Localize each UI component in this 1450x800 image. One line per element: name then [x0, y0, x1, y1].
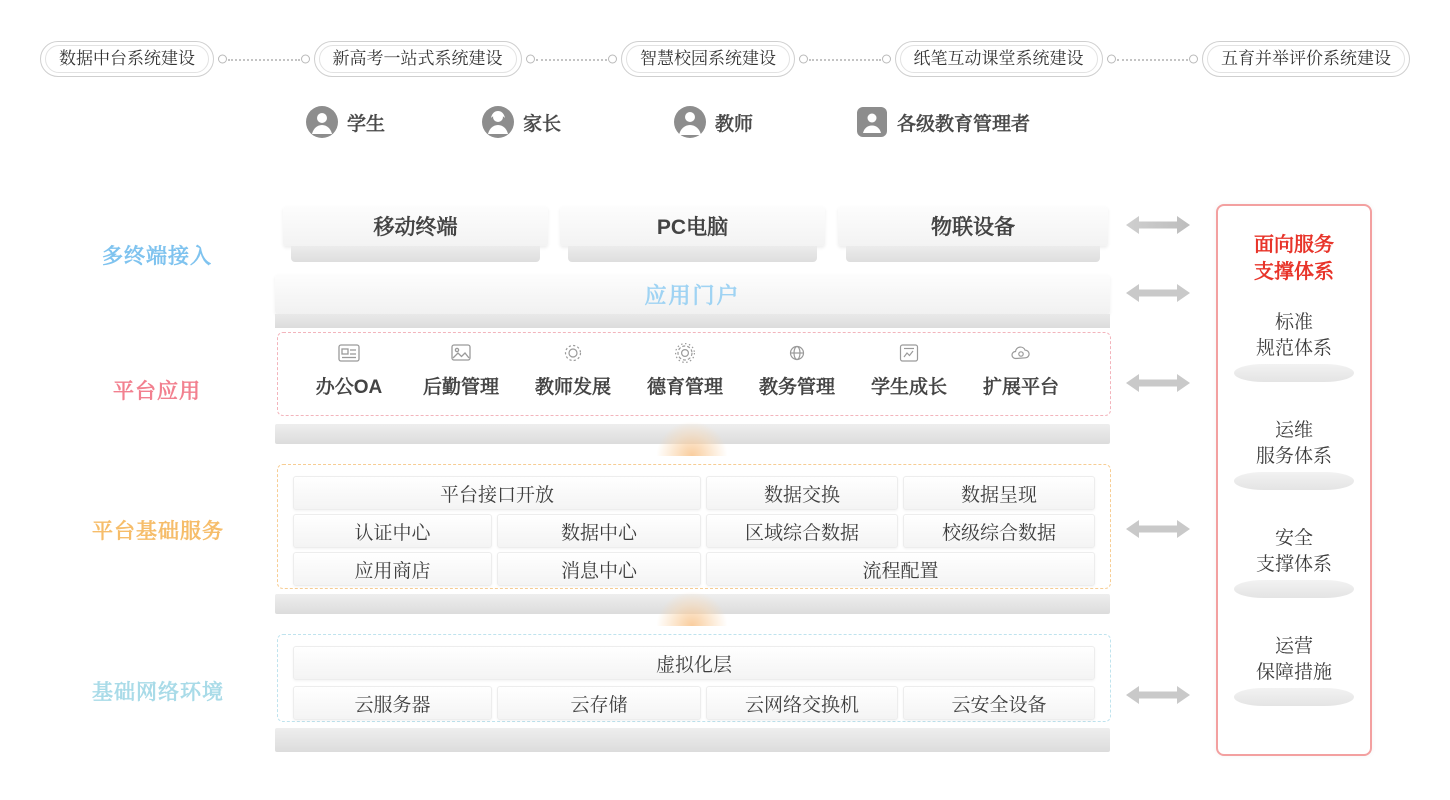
project-pill-4[interactable] [895, 41, 1103, 77]
service-school-data-label: 校级综合数据 [941, 522, 1056, 544]
app-oa[interactable] [303, 338, 395, 399]
logistics-image-icon [415, 338, 507, 368]
network-cloud-security-label: 云安全设备 [951, 694, 1047, 716]
role-teacher-label: 教师 [715, 113, 754, 135]
terminal-iot-base [846, 246, 1100, 262]
connector-dot-left [526, 55, 535, 64]
project-pill-3[interactable] [621, 41, 795, 77]
app-student-growth[interactable] [863, 338, 955, 399]
connector-dot-right [301, 55, 310, 64]
arrow-network [1126, 684, 1190, 706]
terminal-mobile-base [291, 246, 540, 262]
layer-label-network: 基础网络环境 [92, 681, 224, 704]
connector-dot-right [608, 55, 617, 64]
service-message-center-label: 消息中心 [560, 560, 637, 582]
app-academic-affairs-label: 教务管理 [758, 377, 835, 398]
service-support-title-line2: 支撑体系 [1254, 261, 1334, 283]
application-portal-base [275, 314, 1110, 328]
app-student-growth-label: 学生成长 [870, 377, 947, 398]
project-pill-2[interactable] [314, 41, 522, 77]
role-administrator-label: 各级教育管理者 [897, 113, 1031, 135]
service-open-interface-label: 平台接口开放 [439, 484, 554, 506]
role-parent[interactable] [481, 100, 561, 144]
connector-dot-left [799, 55, 808, 64]
service-support-panel-title [1218, 232, 1370, 286]
connector-dash [809, 59, 881, 61]
support-item-security-line2: 支撑体系 [1255, 553, 1332, 575]
service-auth-center-label: 认证中心 [354, 522, 431, 544]
connector-dot-right [1189, 55, 1198, 64]
network-cloud-server[interactable] [293, 686, 492, 720]
project-pill-5[interactable] [1202, 41, 1410, 77]
app-oa-label: 办公OA [315, 377, 383, 398]
service-regional-data-label: 区域综合数据 [744, 522, 859, 544]
top-project-pill-row [40, 38, 1410, 80]
service-support-panel[interactable] [1216, 204, 1372, 756]
connector-dash [228, 59, 300, 61]
service-support-title-line1: 面向服务 [1254, 234, 1334, 256]
service-data-exchange-label: 数据交换 [763, 484, 840, 506]
service-data-center-label: 数据中心 [560, 522, 637, 544]
arrow-basic [1126, 518, 1190, 540]
service-auth-center[interactable] [293, 514, 492, 548]
terminal-mobile-label: 移动终端 [373, 216, 458, 239]
role-administrator[interactable] [855, 100, 1030, 144]
service-app-store[interactable] [293, 552, 492, 586]
terminal-mobile[interactable] [283, 206, 548, 246]
app-teacher-development[interactable] [527, 338, 619, 399]
connector-dot-left [1107, 55, 1116, 64]
service-process-config-label: 流程配置 [862, 560, 939, 582]
parent-avatar-icon [481, 105, 515, 139]
service-school-data[interactable] [903, 514, 1095, 548]
project-pill-1[interactable] [40, 41, 214, 77]
support-item-operation-guarantee[interactable] [1232, 634, 1356, 685]
arrow-apps [1126, 372, 1190, 394]
support-item-standard-line1: 标准 [1274, 312, 1313, 333]
service-data-presentation-label: 数据呈现 [960, 484, 1037, 506]
layer-label-apps: 平台应用 [113, 380, 201, 403]
application-portal-bar[interactable] [275, 274, 1110, 314]
student-growth-icon [863, 338, 955, 368]
support-item-operation-guarantee-line1: 运营 [1274, 636, 1313, 657]
project-pill-4-label: 纸笔互动课堂系统建设 [913, 49, 1084, 68]
service-open-interface[interactable] [293, 476, 701, 510]
support-item-operations[interactable] [1232, 418, 1356, 469]
terminal-pc[interactable] [560, 206, 825, 246]
app-extension-platform[interactable] [975, 338, 1067, 399]
support-item-operations-plate [1234, 472, 1354, 490]
app-academic-affairs[interactable] [751, 338, 843, 399]
support-item-security-line1: 安全 [1274, 528, 1313, 549]
network-cloud-storage-label: 云存储 [570, 694, 628, 716]
pill-connector-1 [218, 53, 310, 65]
support-item-operations-line1: 运维 [1274, 420, 1313, 441]
pill-connector-3 [799, 53, 891, 65]
terminal-iot-label: 物联设备 [931, 216, 1015, 239]
network-layer-base [275, 728, 1110, 752]
role-parent-label: 家长 [523, 113, 562, 135]
connector-dash [1117, 59, 1189, 61]
app-logistics[interactable] [415, 338, 507, 399]
gear-teacher-icon [527, 338, 619, 368]
support-item-security[interactable] [1232, 526, 1356, 577]
support-item-standard[interactable] [1232, 310, 1356, 361]
service-message-center[interactable] [497, 552, 701, 586]
arrow-portal [1126, 282, 1190, 304]
service-data-exchange[interactable] [706, 476, 898, 510]
support-item-operations-line2: 服务体系 [1255, 445, 1332, 467]
terminal-pc-base [568, 246, 817, 262]
basic-to-network-glow [657, 592, 727, 626]
terminal-iot[interactable] [838, 206, 1108, 246]
gear-moral-icon [639, 338, 731, 368]
network-cloud-storage[interactable] [497, 686, 701, 720]
terminal-pc-label: PC电脑 [656, 216, 729, 239]
service-data-center[interactable] [497, 514, 701, 548]
app-moral-education[interactable] [639, 338, 731, 399]
role-teacher[interactable] [673, 100, 753, 144]
layer-label-basic-service: 平台基础服务 [92, 520, 224, 543]
project-pill-1-label: 数据中台系统建设 [59, 49, 195, 68]
pill-connector-4 [1107, 53, 1199, 65]
support-item-operation-guarantee-line2: 保障措施 [1255, 661, 1332, 683]
connector-dot-left [218, 55, 227, 64]
app-teacher-development-label: 教师发展 [534, 377, 611, 398]
project-pill-5-label: 五育并举评价系统建设 [1221, 49, 1391, 68]
layer-label-terminal: 多终端接入 [102, 245, 212, 268]
cloud-extend-icon [975, 338, 1067, 368]
app-extension-platform-label: 扩展平台 [982, 377, 1059, 398]
support-item-standard-line2: 规范体系 [1255, 337, 1332, 359]
app-moral-education-label: 德育管理 [646, 377, 723, 398]
network-virtualization[interactable] [293, 646, 1095, 680]
support-item-security-plate [1234, 580, 1354, 598]
role-row [285, 96, 1105, 166]
network-cloud-switch-label: 云网络交换机 [744, 694, 859, 716]
network-cloud-security[interactable] [903, 686, 1095, 720]
app-logistics-label: 后勤管理 [422, 377, 499, 398]
project-pill-3-label: 智慧校园系统建设 [640, 49, 776, 68]
support-item-standard-plate [1234, 364, 1354, 382]
connector-dot-right [882, 55, 891, 64]
support-item-operation-guarantee-plate [1234, 688, 1354, 706]
role-student[interactable] [305, 100, 385, 144]
network-cloud-switch[interactable] [706, 686, 898, 720]
service-data-presentation[interactable] [903, 476, 1095, 510]
administrator-avatar-icon [855, 105, 889, 139]
network-cloud-server-label: 云服务器 [354, 694, 431, 716]
apps-to-basic-glow [657, 422, 727, 456]
arrow-terminal [1126, 214, 1190, 236]
service-process-config[interactable] [706, 552, 1095, 586]
connector-dash [536, 59, 608, 61]
globe-academic-icon [751, 338, 843, 368]
role-student-label: 学生 [347, 113, 386, 135]
service-app-store-label: 应用商店 [354, 560, 431, 582]
application-portal-label: 应用门户 [644, 282, 741, 308]
student-avatar-icon [305, 105, 339, 139]
project-pill-2-label: 新高考一站式系统建设 [332, 49, 503, 68]
service-regional-data[interactable] [706, 514, 898, 548]
pill-connector-2 [526, 53, 618, 65]
teacher-avatar-icon [673, 105, 707, 139]
office-card-icon [303, 338, 395, 368]
network-virtualization-label: 虚拟化层 [655, 654, 732, 676]
